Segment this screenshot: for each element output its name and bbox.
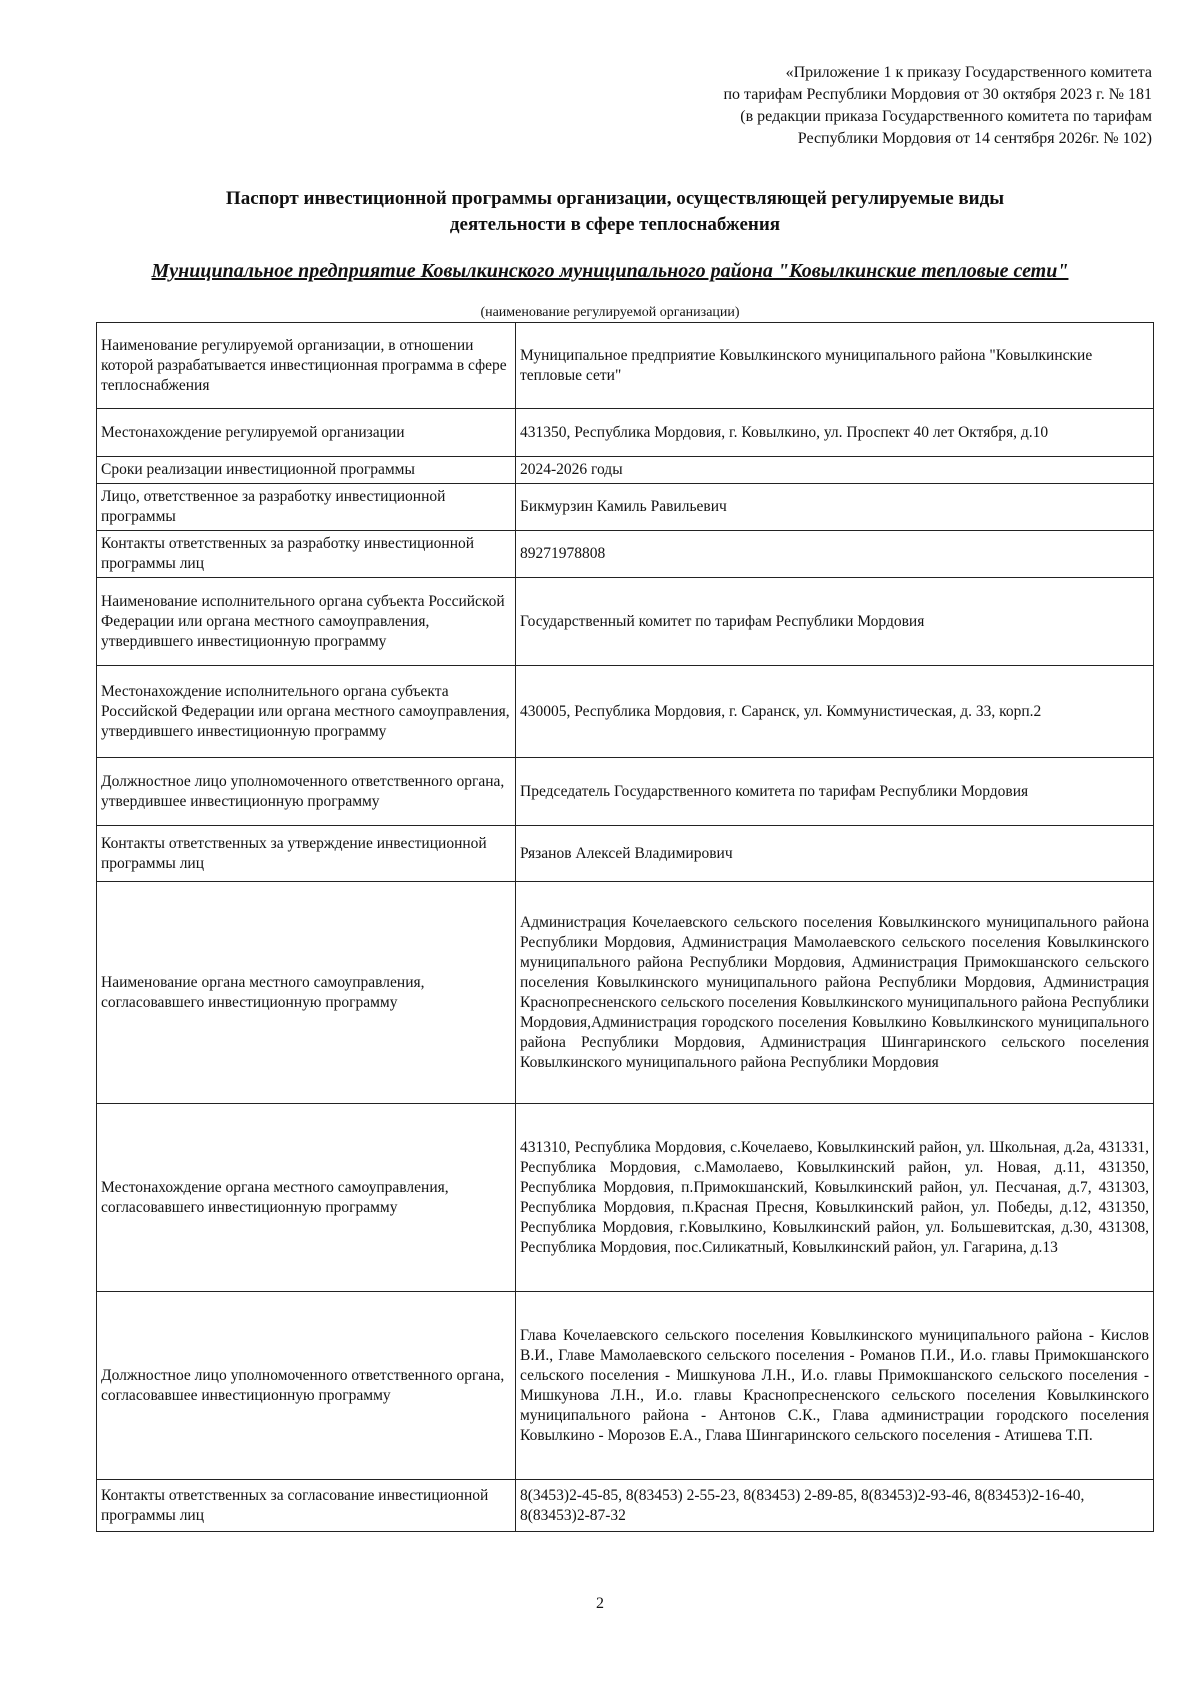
row-label: Контакты ответственных за утверждение инвестиционной программы лиц (97, 826, 516, 882)
row-value: 2024-2026 годы (516, 457, 1154, 484)
row-label: Наименование органа местного самоуправления, согласовавшего инвестиционную программу (97, 882, 516, 1104)
row-value: Бикмурзин Камиль Равильевич (516, 484, 1154, 531)
document-title (100, 186, 1130, 238)
appendix-note-line: (в редакции приказа Государственного комитета по тарифам (740, 108, 1152, 125)
appendix-note-line: по тарифам Республики Мордовия от 30 октября 2023 г. № 181 (723, 86, 1152, 103)
table-row (97, 409, 1154, 457)
appendix-note-line: Республики Мордовия от 14 сентября 2026г. № 102) (797, 130, 1152, 147)
table-row (97, 666, 1154, 758)
table-row (97, 1292, 1154, 1480)
row-label: Должностное лицо уполномоченного ответственного органа, согласовавшее инвестиционную программу (97, 1292, 516, 1480)
table-row (97, 531, 1154, 578)
row-value: 431350, Республика Мордовия, г. Ковылкино, ул. Проспект 40 лет Октября, д.10 (516, 409, 1154, 457)
table-row (97, 826, 1154, 882)
table-row (97, 457, 1154, 484)
passport-table (96, 322, 1154, 1532)
table-row (97, 1480, 1154, 1532)
table-row (97, 578, 1154, 666)
organization-name: Муниципальное предприятие Ковылкинского муниципального района "Ковылкинские тепловые сети" (151, 260, 1069, 282)
row-label: Местонахождение органа местного самоуправления, согласовавшего инвестиционную программу (97, 1104, 516, 1292)
appendix-note (632, 62, 1152, 150)
table-row (97, 484, 1154, 531)
row-label: Сроки реализации инвестиционной программы (97, 457, 516, 484)
row-value: Государственный комитет по тарифам Республики Мордовия (516, 578, 1154, 666)
row-label: Наименование регулируемой организации, в отношении которой разрабатывается инвестиционная программа в сфере теплоснабжения (97, 323, 516, 409)
row-value: Глава Кочелаевского сельского поселения Ковылкинского муниципального района - Кислов В.И., Главе Мамолаевского сельского поселения - Романов П.И., И.о. главы Примокшанского сельского поселения - Мишкунова Л.Н., И.о. главы Примокшанского сельского поселения - Мишкунова Л.Н., И.о. главы Краснопресненского сельского поселения Ковылкинского муниципального района - Антонов С.К., Глава администрации городского поселения Ковылкино - Морозов Е.А., Глава Шингаринского сельского поселения - Атишева Т.П. (516, 1292, 1154, 1480)
table-row (97, 1104, 1154, 1292)
page-number: 2 (596, 1595, 604, 1612)
document-title-line: Паспорт инвестиционной программы организации, осуществляющей регулируемые виды (225, 188, 1005, 209)
row-value: Рязанов Алексей Владимирович (516, 826, 1154, 882)
table-row (97, 882, 1154, 1104)
row-value: Муниципальное предприятие Ковылкинского муниципального района "Ковылкинские тепловые сети" (516, 323, 1154, 409)
row-value: Председатель Государственного комитета по тарифам Республики Мордовия (516, 758, 1154, 826)
document-title-line: деятельности в сфере теплоснабжения (449, 214, 781, 235)
appendix-note-line: «Приложение 1 к приказу Государственного комитета (785, 64, 1152, 81)
row-value: 89271978808 (516, 531, 1154, 578)
row-label: Наименование исполнительного органа субъекта Российской Федерации или органа местного самоуправления, утвердившего инвестиционную программу (97, 578, 516, 666)
table-row (97, 323, 1154, 409)
row-label: Местонахождение исполнительного органа субъекта Российской Федерации или органа местного самоуправления, утвердившего инвестиционную программу (97, 666, 516, 758)
row-label: Местонахождение регулируемой организации (97, 409, 516, 457)
organization-caption: (наименование регулируемой организации) (480, 305, 740, 320)
row-value: 8(3453)2-45-85, 8(83453) 2-55-23, 8(83453) 2-89-85, 8(83453)2-93-46, 8(83453)2-16-40, 8(83453)2-87-32 (516, 1480, 1154, 1532)
row-label: Должностное лицо уполномоченного ответственного органа, утвердившее инвестиционную программу (97, 758, 516, 826)
row-label: Контакты ответственных за согласование инвестиционной программы лиц (97, 1480, 516, 1532)
row-label: Лицо, ответственное за разработку инвестиционной программы (97, 484, 516, 531)
row-value: 431310, Республика Мордовия, с.Кочелаево, Ковылкинский район, ул. Школьная, д.2а, 431331, Республика Мордовия, с.Мамолаево, Ковылкинский район, ул. Новая, д.11, 431350, Республика Мордовия, п.Примокшанский, Ковылкинский район, ул. Песчаная, д.7, 431303, Республика Мордовия, п.Красная Пресня, Ковылкинский район, ул. Победы, д.12, 431350, Республика Мордовия, г.Ковылкино, Ковылкинский район, ул. Большевитская, д.30, 431308, Республика Мордовия, пос.Силикатный, Ковылкинский район, ул. Гагарина, д.13 (516, 1104, 1154, 1292)
row-value: Администрация Кочелаевского сельского поселения Ковылкинского муниципального района Республики Мордовия, Администрация Мамолаевского сельского поселения Ковылкинского муниципального района Республики Мордовия, Администрация Примокшанского сельского поселения Ковылкинского муниципального района Республики Мордовия, Администрация Краснопресненского сельского поселения Ковылкинского муниципального района Республики Мордовия,Администрация городского поселения Ковылкино Ковылкинского муниципального района Республики Мордовия, Администрация Шингаринского сельского поселения Ковылкинского муниципального района Республики Мордовия (516, 882, 1154, 1104)
table-row (97, 758, 1154, 826)
row-value: 430005, Республика Мордовия, г. Саранск, ул. Коммунистическая, д. 33, корп.2 (516, 666, 1154, 758)
row-label: Контакты ответственных за разработку инвестиционной программы лиц (97, 531, 516, 578)
